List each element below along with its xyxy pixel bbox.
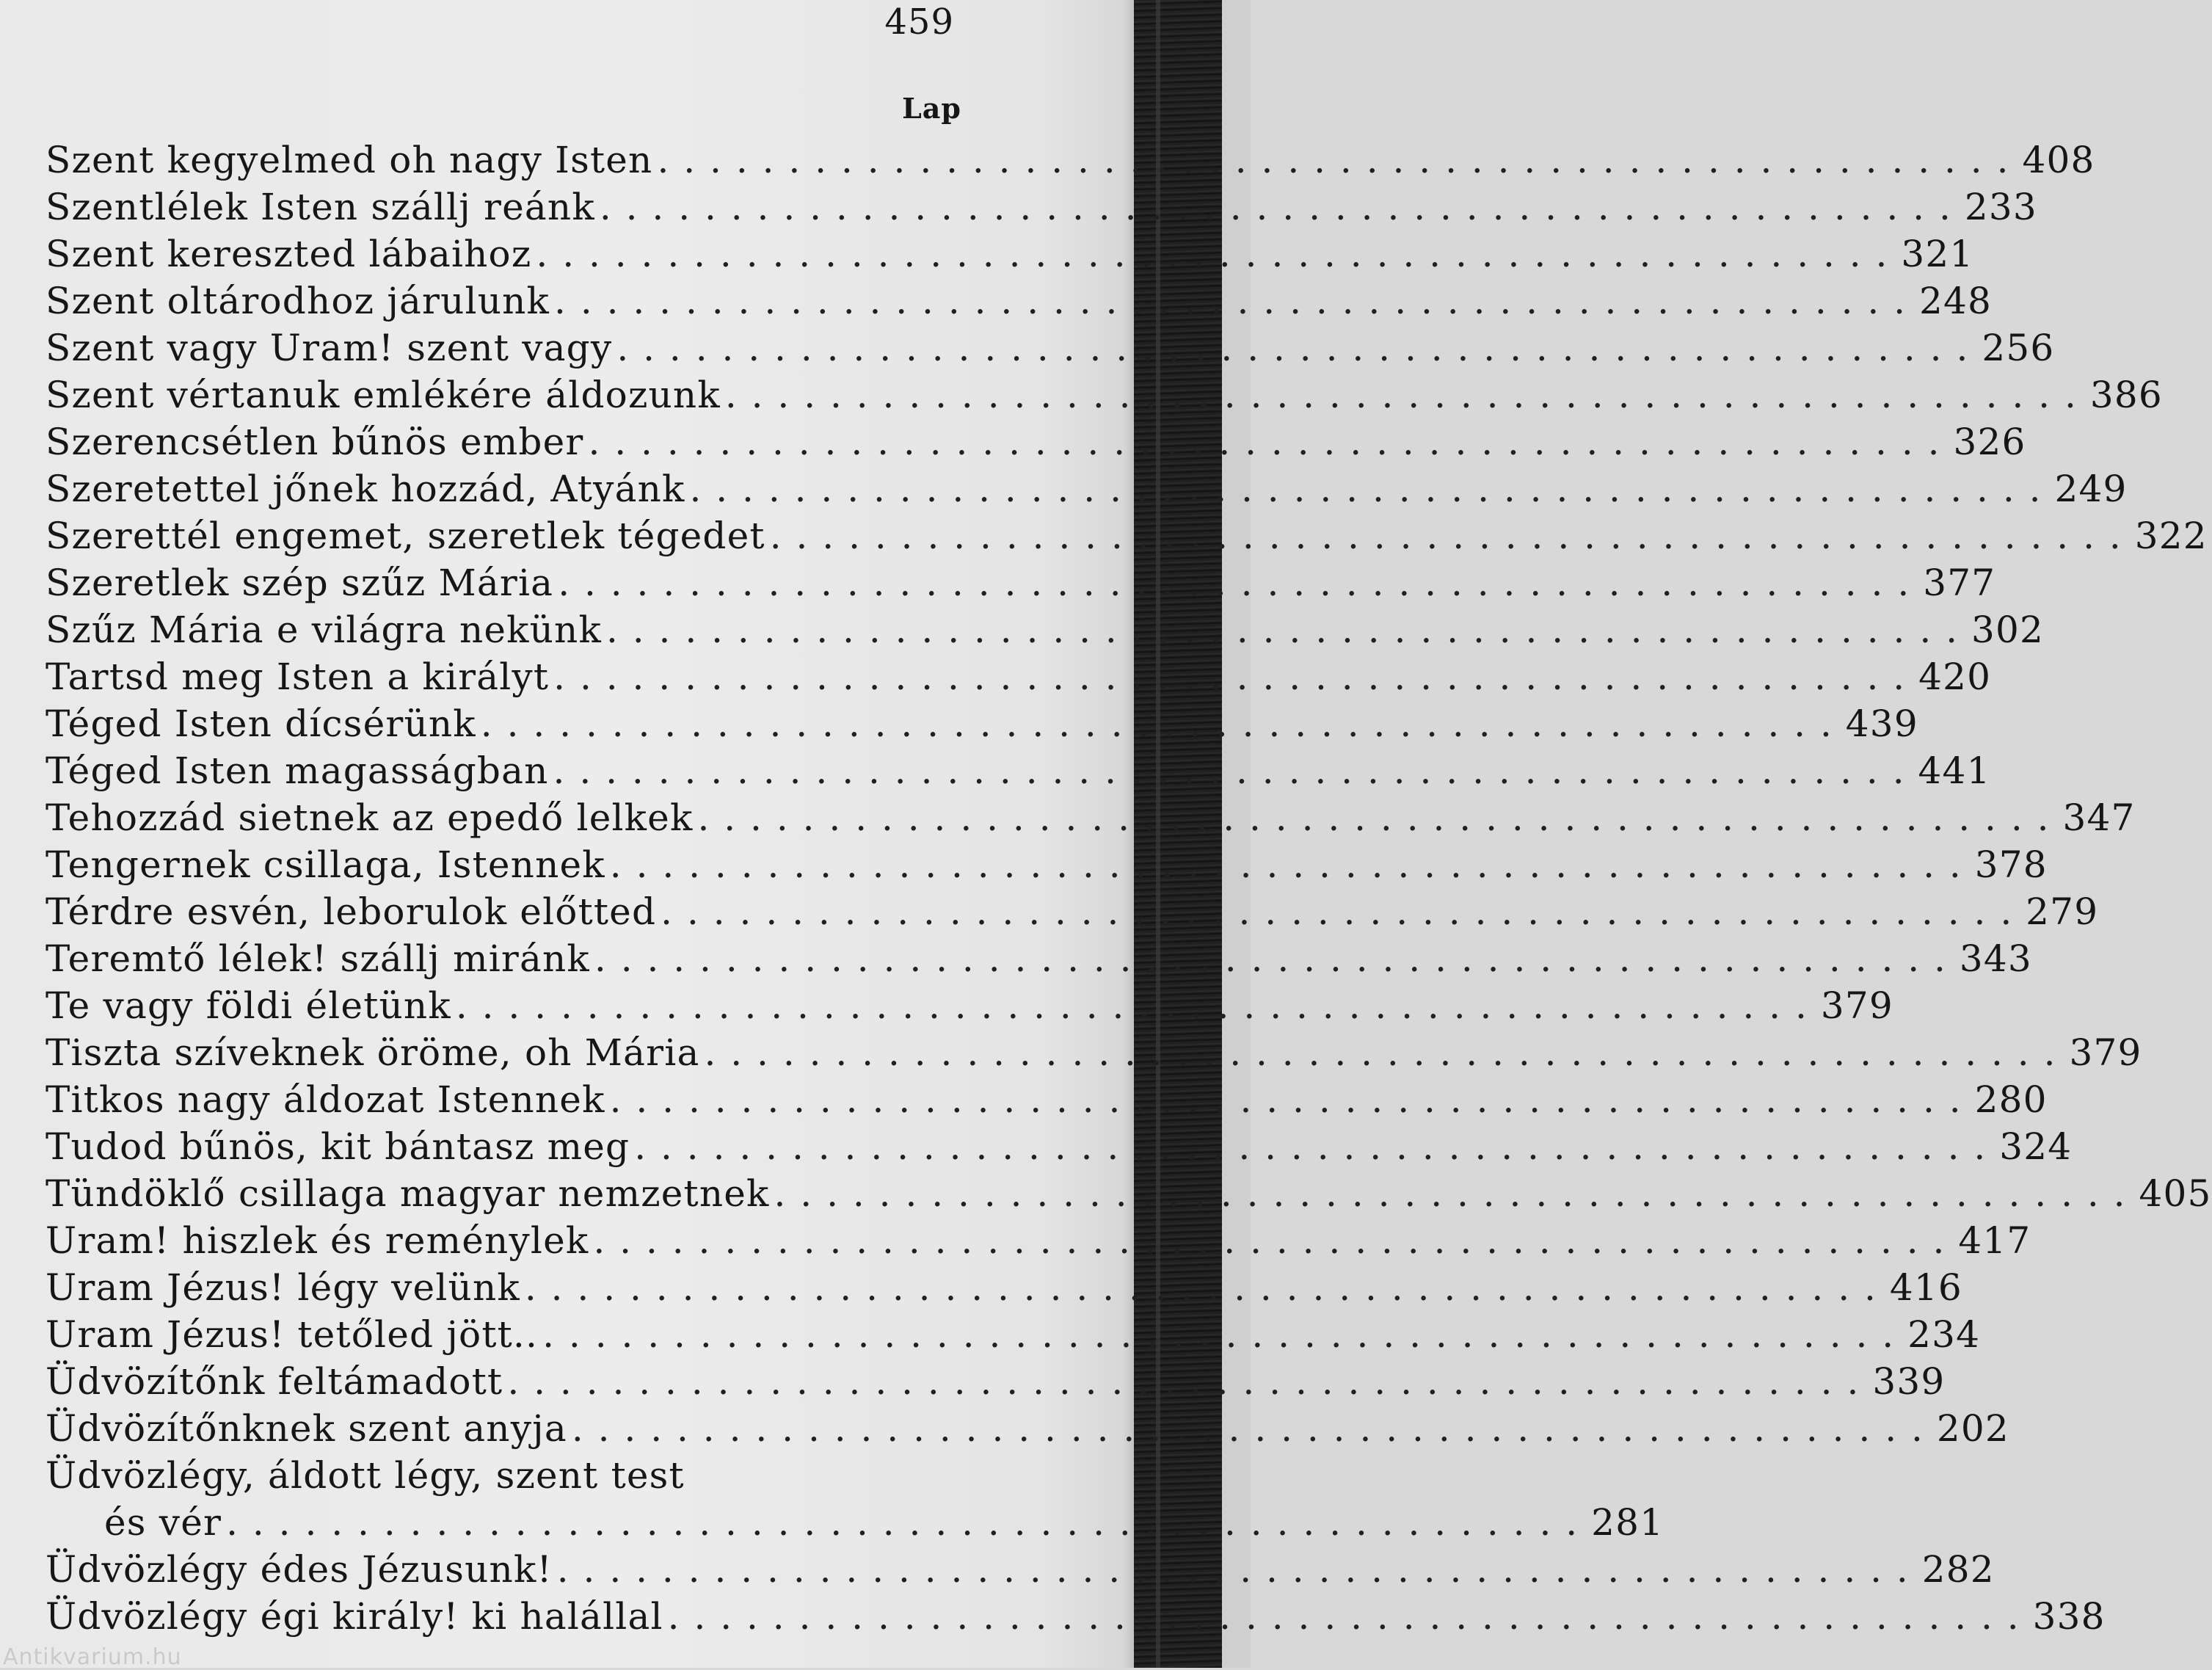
entry-title: Szentlélek Isten szállj reánk bbox=[46, 186, 595, 228]
entry-page-number: 386 bbox=[2089, 374, 2163, 416]
entry-title: Üdvözlégy, áldott légy, szent test bbox=[46, 1454, 685, 1497]
dot-leader bbox=[536, 230, 1888, 277]
index-entry bbox=[46, 1452, 975, 1499]
dot-leader bbox=[525, 1264, 1877, 1311]
dot-leader bbox=[610, 841, 1962, 888]
dot-leader bbox=[606, 606, 1959, 653]
page-number: 459 bbox=[884, 1, 954, 43]
entry-title: Tudod bűnös, kit bántasz meg bbox=[46, 1125, 630, 1168]
entry-page-number: 379 bbox=[1820, 984, 1893, 1027]
entry-page-number: 405 bbox=[2139, 1172, 2212, 1215]
index-entry bbox=[46, 982, 1893, 1029]
index-entry bbox=[46, 1311, 1981, 1358]
entry-page-number: 439 bbox=[1845, 703, 1918, 745]
entry-page-number: 249 bbox=[2054, 468, 2128, 510]
entry-title: Szűz Mária e világra nekünk bbox=[46, 609, 602, 651]
entry-title: Szent kereszted lábaihoz bbox=[46, 233, 532, 275]
index-entry bbox=[46, 794, 2136, 841]
index-entry bbox=[46, 700, 1918, 747]
entry-title: Tehozzád sietnek az epedő lelkek bbox=[46, 796, 694, 839]
dot-leader bbox=[616, 324, 1969, 371]
index-entry bbox=[46, 184, 2037, 230]
entry-title: Teremtő lélek! szállj miránk bbox=[46, 937, 590, 980]
dot-leader bbox=[725, 371, 2078, 418]
entry-page-number: 234 bbox=[1907, 1313, 1981, 1356]
index-list bbox=[46, 137, 2212, 1640]
dot-leader bbox=[507, 1358, 1860, 1405]
entry-title: Szeretettel jőnek hozzád, Atyánk bbox=[46, 468, 685, 510]
entry-title: Téged Isten dícsérünk bbox=[46, 703, 476, 745]
entry-page-number: 281 bbox=[1591, 1501, 1665, 1544]
dot-leader bbox=[594, 935, 1947, 982]
entry-page-number: 282 bbox=[1921, 1548, 1995, 1591]
entry-page-number: 279 bbox=[2026, 890, 2099, 933]
entry-page-number: 324 bbox=[1999, 1125, 2073, 1168]
index-entry bbox=[46, 1170, 2212, 1217]
entry-title: Uram Jézus! légy velünk bbox=[46, 1266, 520, 1309]
entry-page-number: 378 bbox=[1974, 843, 2048, 886]
index-entry bbox=[46, 1358, 1946, 1405]
dot-leader bbox=[689, 465, 2042, 512]
index-entry bbox=[46, 324, 2055, 371]
index-entry bbox=[46, 1217, 2031, 1264]
dot-leader bbox=[610, 1076, 1962, 1123]
index-entry bbox=[46, 559, 1996, 606]
index-entry bbox=[46, 1405, 2009, 1452]
entry-page-number: 379 bbox=[2069, 1031, 2142, 1074]
entry-page-number: 343 bbox=[1959, 937, 2032, 980]
entry-page-number: 256 bbox=[1982, 327, 2055, 369]
entry-page-number: 280 bbox=[1974, 1078, 2048, 1121]
entry-page-number: 347 bbox=[2062, 796, 2136, 839]
index-entry bbox=[46, 888, 2099, 935]
entry-page-number: 248 bbox=[1919, 280, 1993, 322]
index-entry bbox=[46, 1029, 2142, 1076]
dot-leader bbox=[554, 277, 1907, 324]
index-entry bbox=[46, 1264, 1962, 1311]
entry-page-number: 326 bbox=[1953, 421, 2026, 463]
watermark-text: Antikvarium.hu bbox=[3, 1644, 182, 1670]
dot-leader bbox=[770, 512, 2122, 559]
dot-leader bbox=[558, 559, 1910, 606]
dot-leader bbox=[593, 1217, 1946, 1264]
entry-title: Téged Isten magasságban bbox=[46, 749, 549, 792]
entry-title: Térdre esvén, leborulok előtted bbox=[46, 890, 657, 933]
index-entry bbox=[46, 1546, 1995, 1593]
index-entry bbox=[46, 465, 2128, 512]
entry-title: Üdvözítőnknek szent anyja bbox=[46, 1407, 567, 1450]
dot-leader bbox=[668, 1593, 2020, 1640]
index-entry bbox=[46, 935, 2032, 982]
dot-leader bbox=[697, 794, 2050, 841]
entry-title: Szent vértanuk emlékére áldozunk bbox=[46, 374, 721, 416]
dot-leader bbox=[774, 1170, 2127, 1217]
index-entry bbox=[46, 1076, 2048, 1123]
dot-leader bbox=[481, 700, 1833, 747]
entry-page-number: 321 bbox=[1901, 233, 1974, 275]
entry-title: Szent kegyelmed oh nagy Isten bbox=[46, 139, 653, 181]
entry-page-number: 417 bbox=[1958, 1219, 2031, 1262]
dot-leader bbox=[553, 653, 1906, 700]
entry-title: Üdvözlégy édes Jézusunk! bbox=[46, 1548, 553, 1591]
entry-page-number: 408 bbox=[2022, 139, 2095, 181]
dot-leader bbox=[634, 1123, 1987, 1170]
index-entry bbox=[46, 230, 1974, 277]
entry-title: Uram Jézus! tetőled jött.. bbox=[46, 1313, 539, 1356]
index-entry bbox=[46, 653, 1992, 700]
index-entry bbox=[46, 747, 1991, 794]
index-entry bbox=[46, 841, 2048, 888]
entry-title: Szeretlek szép szűz Mária bbox=[46, 562, 554, 604]
entry-page-number: 377 bbox=[1923, 562, 1996, 604]
entry-page-number: 441 bbox=[1918, 749, 1991, 792]
entry-title: Tartsd meg Isten a királyt bbox=[46, 656, 550, 698]
dot-leader bbox=[553, 747, 1906, 794]
entry-title: Tündöklő csillaga magyar nemzetnek bbox=[46, 1172, 770, 1215]
index-entry bbox=[46, 371, 2163, 418]
dot-leader bbox=[657, 137, 2009, 184]
entry-title: Üdvözlégy égi király! ki haláll​al bbox=[46, 1595, 663, 1638]
index-entry bbox=[46, 137, 2095, 184]
entry-title: Szerettél engemet, szeretlek tégedet bbox=[46, 515, 765, 557]
index-entry bbox=[46, 418, 2026, 465]
entry-page-number: 338 bbox=[2032, 1595, 2106, 1638]
entry-page-number: 339 bbox=[1872, 1360, 1946, 1403]
page-column-header: Lap bbox=[902, 92, 961, 125]
dot-leader bbox=[572, 1405, 1924, 1452]
dot-leader bbox=[226, 1499, 1579, 1546]
entry-title: Szerencsétlen bűnös ember bbox=[46, 421, 584, 463]
entry-title: Te vagy földi életünk bbox=[46, 984, 451, 1027]
entry-page-number: 302 bbox=[1971, 609, 2045, 651]
entry-title: Titkos nagy áldozat Istennek bbox=[46, 1078, 605, 1121]
entry-page-number: 202 bbox=[1936, 1407, 2009, 1450]
dot-leader bbox=[588, 418, 1940, 465]
entry-title: Üdvözítőnk feltámadott bbox=[46, 1360, 503, 1403]
index-entry bbox=[46, 1593, 2106, 1640]
index-entry bbox=[46, 606, 2045, 653]
index-entry-continuation bbox=[46, 1499, 1665, 1546]
entry-title: Szent vagy Uram! szent vagy bbox=[46, 327, 613, 369]
dot-leader bbox=[557, 1546, 1910, 1593]
dot-leader bbox=[704, 1029, 2056, 1076]
index-entry bbox=[46, 512, 2208, 559]
entry-page-number: 322 bbox=[2134, 515, 2208, 557]
dot-leader bbox=[661, 888, 2013, 935]
dot-leader bbox=[600, 184, 1952, 230]
entry-title: Tengernek csillaga, Istennek bbox=[46, 843, 605, 886]
dot-leader bbox=[456, 982, 1808, 1029]
entry-page-number: 420 bbox=[1918, 656, 1992, 698]
entry-title: Szent oltárodhoz járulunk bbox=[46, 280, 550, 322]
entry-page-number: 416 bbox=[1889, 1266, 1962, 1309]
index-entry bbox=[46, 1123, 2073, 1170]
entry-title: és vér bbox=[104, 1501, 222, 1544]
entry-title: Uram! hiszlek és reménylek bbox=[46, 1219, 589, 1262]
index-entry bbox=[46, 277, 1993, 324]
entry-title: Tiszta szíveknek öröme, oh Mária bbox=[46, 1031, 700, 1074]
dot-leader bbox=[542, 1311, 1895, 1358]
entry-page-number: 233 bbox=[1964, 186, 2037, 228]
